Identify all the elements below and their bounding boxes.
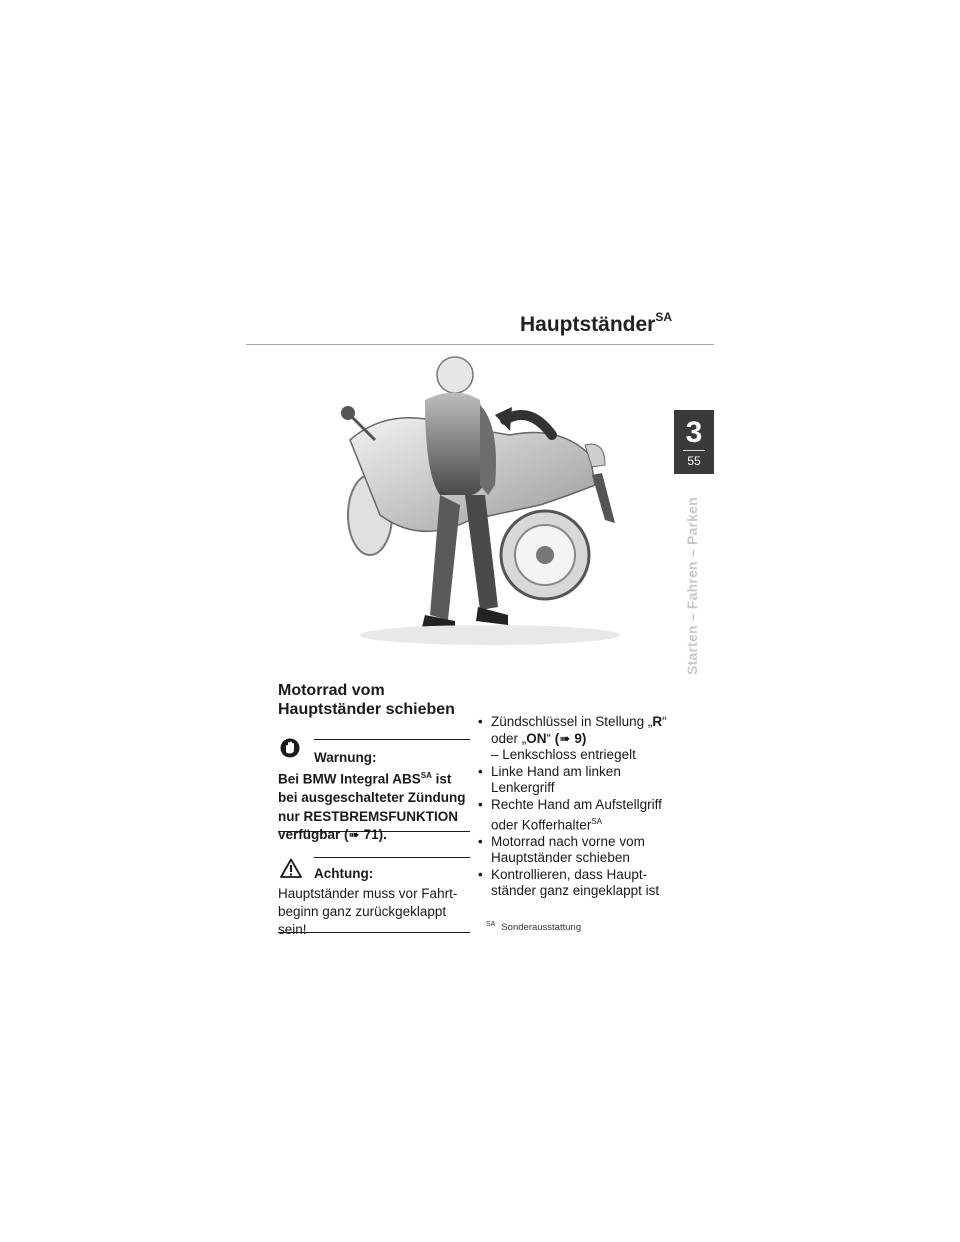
list-item: • Zündschlüssel in Stellung „R“ oder „ON“ (➠ 9) – Lenkschloss entriegelt	[478, 714, 688, 764]
warning-text: Bei BMW Integral $ABS^{SA}$ ist bei ausgeschalteter Zündung nur RESTBREMSFUNKTION verfügbar (➠ 71).	[278, 771, 466, 842]
chapter-number: 3	[685, 416, 703, 449]
list-item: • Linke Hand am linken Lenkergriff	[478, 763, 621, 796]
list-item: • Rechte Hand am Aufstellgriff oder Kofferhalter$^{SA}$	[478, 796, 662, 833]
caution-top-rule	[314, 857, 470, 858]
caution-bottom-rule	[278, 932, 470, 933]
page-number: 55	[687, 454, 701, 468]
list-item: • Motorrad nach vorne vom Hauptständer schieben	[478, 833, 645, 866]
stop-hand-icon	[280, 738, 300, 758]
chapter-side-label: Starten – Fahren – Parken	[684, 497, 700, 675]
warning-top-rule	[314, 739, 470, 740]
page-title-superscript: SA	[655, 310, 673, 324]
caution-label: Achtung:	[314, 866, 374, 881]
list-item: • Kontrollieren, dass Haupt-ständer ganz eingeklappt ist	[478, 866, 660, 899]
step-sub-item: – Lenkschloss entriegelt	[491, 747, 636, 763]
warning-label: Warnung:	[314, 750, 377, 765]
page-title: Hauptständer$^{SA}$	[520, 310, 673, 336]
exclamation-triangle-icon	[280, 858, 302, 878]
caution-text: Hauptständer muss vor Fahrt-beginn ganz zurückgeklappt sein!	[278, 886, 458, 937]
warning-bottom-rule	[278, 831, 470, 832]
chapter-tab-divider	[683, 450, 705, 451]
motorcycle-illustration	[330, 345, 630, 660]
section-heading-line-2: Hauptständer schieben	[278, 701, 455, 718]
section-heading-line-1: Motorrad vom	[278, 682, 385, 699]
footnote: $^{SA}$ Sonderausstattung	[486, 921, 582, 934]
section-heading	[278, 681, 455, 719]
steps-list	[478, 714, 688, 900]
